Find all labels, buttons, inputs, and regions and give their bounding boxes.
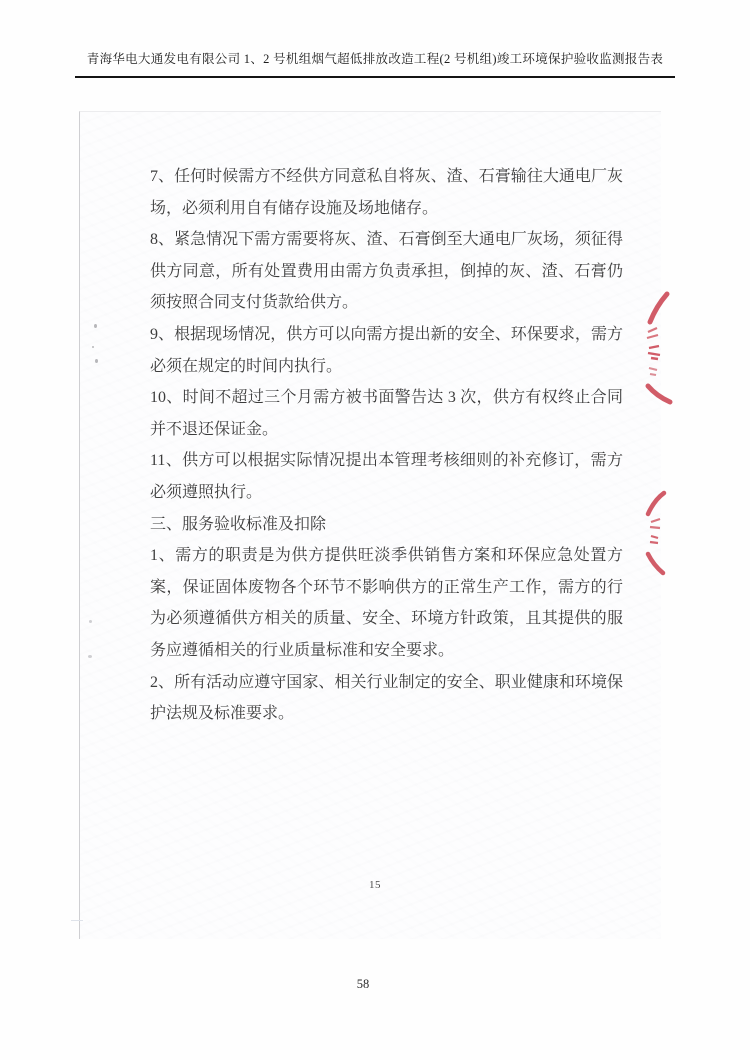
paragraph-clause-10: 10、时间不超过三个月需方被书面警告达 3 次，供方有权终止合同并不退还保证金。: [150, 389, 623, 438]
paragraph-standard-1: 1、需方的职责是为供方提供旺淡季供销售方案和环保应急处置方案，保证固体废物各个环节不影响供方的正常生产工作，需方的行为必须遵循供方相关的质量、安全、环境方针政策，且其提供的服务应遵循相关的行业质量标准和安全要求。: [150, 547, 623, 659]
scan-speck: [95, 359, 98, 363]
header-rule-divider: [75, 76, 675, 78]
paragraph-standard-2: 2、所有活动应遵守国家、相关行业制定的安全、职业健康和环境保护法规及标准要求。: [150, 673, 623, 723]
scan-speck: [88, 655, 92, 658]
scan-corner-tick: [71, 920, 83, 921]
pdf-page-number: 58: [356, 977, 370, 991]
scan-speck: [89, 620, 92, 623]
paragraph-clause-7: 7、任何时候需方不经供方同意私自将灰、渣、石膏输往大通电厂灰场，必须利用自有储存设施及场地储存。: [150, 168, 623, 217]
contract-text-block: [150, 161, 623, 730]
scan-speck: [94, 324, 97, 328]
paragraph-clause-9: 9、根据现场情况，供方可以向需方提出新的安全、环保要求，需方必须在规定的时间内执行。: [150, 325, 623, 375]
scan-speck: [92, 346, 94, 348]
paragraph-clause-8: 8、紧急情况下需方需要将灰、渣、石膏倒至大通电厂灰场，须征得供方同意，所有处置费用由需方负责承担，倒掉的灰、渣、石膏仍须按照合同支付货款给供方。: [150, 231, 623, 312]
scanned-page-number: 15: [369, 879, 381, 891]
paragraph-clause-11: 11、供方可以根据实际情况提出本管理考核细则的补充修订，需方必须遵照执行。: [150, 452, 623, 501]
page-header-title: 青海华电大通发电有限公司 1、2 号机组烟气超低排放改造工程(2 号机组)竣工环境保护验收监测报告表: [86, 52, 664, 66]
section-heading-acceptance-standards: 三、服务验收标准及扣除: [150, 515, 327, 533]
